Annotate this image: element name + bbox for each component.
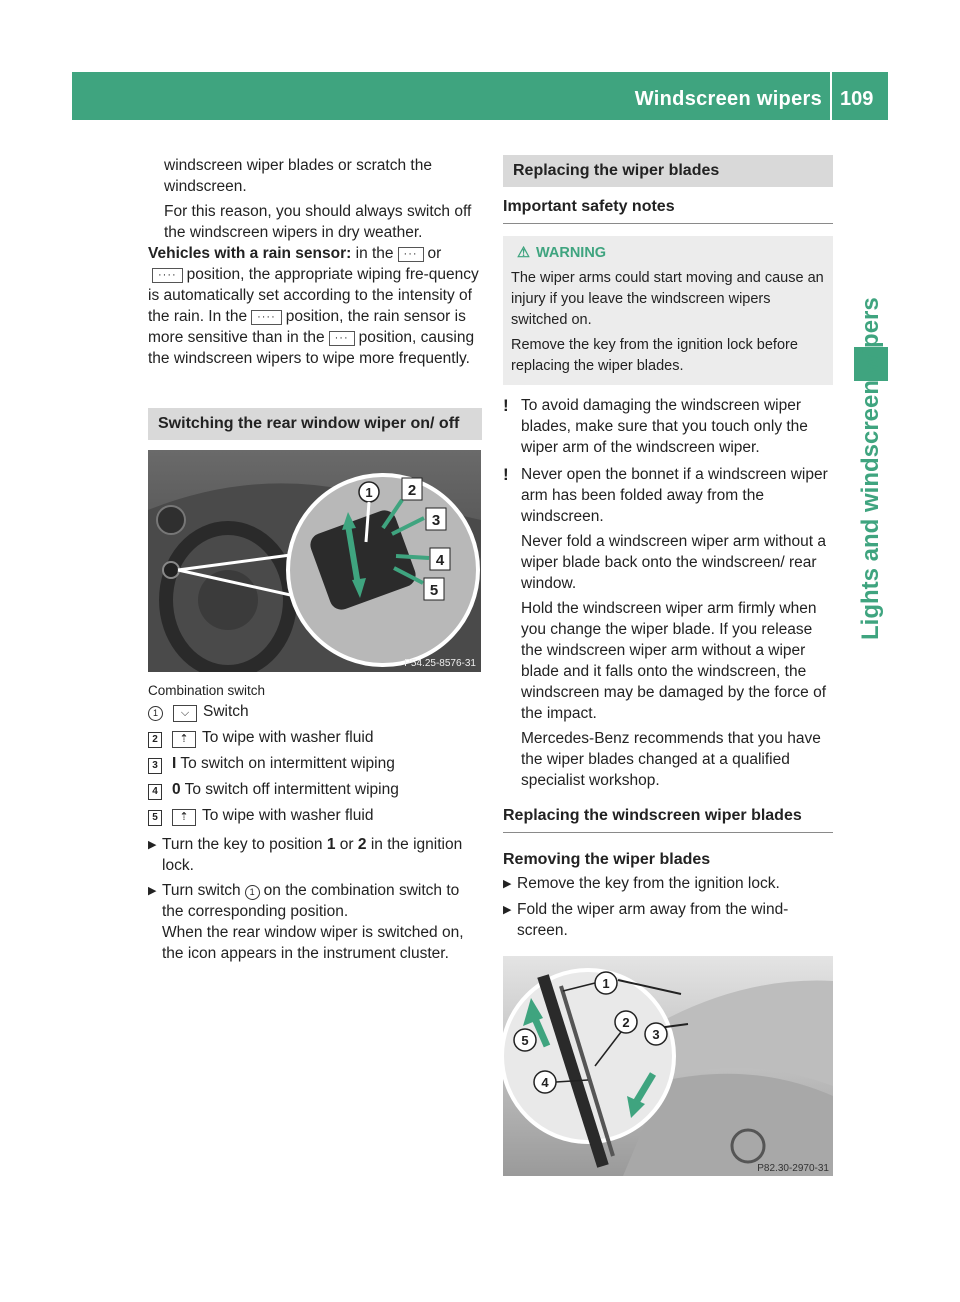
paragraph: For this reason, you should always switch off the windscreen wipers in dry weather. bbox=[164, 203, 472, 241]
figure-callout: 3 bbox=[652, 1027, 660, 1042]
note-item: ! Never open the bonnet if a windscreen wiper arm has been folded away from the windscreen. Never fold a windscreen wiper arm without a wiper blade back onto the windscreen/ rear window. Hold the windscreen wiper arm firmly when you change the wiper blade. If you release the windscreen wiper arm without a wiper blade and it falls onto the windscreen, the windscreen may be damaged by the force of the impact. Mercedes-Benz recommends that you have the wiper blades changed at a qualified specialist workshop. bbox=[503, 465, 828, 789]
wiper-position-3-icon: ··· bbox=[329, 331, 355, 346]
step-item: ▶ Remove the key from the ignition lock. bbox=[503, 873, 833, 895]
rain-sensor-paragraph: Vehicles with a rain sensor: in the ··· or ···· position, the appropriate wiping fre-quency is automatically set according to the intensity of the rain. In the ···· position, the rain sensor is more sensitive than in the ··· position, causing the windscreen wipers to wipe more frequently. bbox=[148, 245, 479, 367]
callout-number: 2 bbox=[148, 732, 162, 748]
section-heading: Switching the rear window wiper on/ off bbox=[148, 408, 482, 440]
paragraph: windscreen wiper blades or scratch the windscreen. bbox=[164, 157, 432, 195]
step-arrow-icon: ▶ bbox=[503, 904, 512, 916]
step-item: ▶ Turn the key to position 1 or 2 in the ignition lock. bbox=[148, 836, 463, 874]
callout-number: 4 bbox=[148, 784, 162, 800]
left-column bbox=[148, 155, 482, 964]
callout-number: 1 bbox=[148, 706, 163, 721]
wiper-position-4-icon: ···· bbox=[251, 310, 282, 325]
subsection-heading: Removing the wiper blades bbox=[503, 851, 711, 868]
section-heading: Replacing the wiper blades bbox=[503, 155, 833, 187]
step-item: ▶ Turn switch 1 on the combination switch to the corresponding position. When the rear window wiper is switched on, the icon appears in the instrument cluster. bbox=[148, 882, 464, 962]
figure-caption: Combination switch bbox=[148, 683, 266, 698]
step-arrow-icon: ▶ bbox=[148, 885, 157, 897]
header-divider bbox=[830, 72, 832, 120]
figure-callout: 5 bbox=[521, 1033, 529, 1048]
legend-item: 3 I To switch on intermittent wiping bbox=[148, 753, 482, 774]
wiper-position-4-icon: ···· bbox=[152, 268, 183, 283]
callout-number: 5 bbox=[148, 810, 162, 826]
washer-fluid-icon: ⇡ bbox=[172, 731, 196, 748]
right-column bbox=[503, 155, 833, 1176]
exclamation-icon: ! bbox=[503, 465, 509, 484]
figure-callout: 2 bbox=[622, 1015, 630, 1030]
page-title: Windscreen wipers bbox=[634, 88, 822, 110]
side-tab bbox=[857, 297, 884, 640]
page-number: 109 bbox=[840, 88, 874, 110]
wiper-blade-illustration bbox=[503, 956, 833, 1176]
legend-item: 5 ⇡ To wipe with washer fluid bbox=[148, 805, 482, 826]
figure-callout: 3 bbox=[431, 512, 441, 529]
step-arrow-icon: ▶ bbox=[148, 839, 157, 851]
washer-fluid-icon: ⇡ bbox=[172, 809, 196, 826]
step-item: ▶ Fold the wiper arm away from the wind-screen. bbox=[503, 901, 789, 939]
figure-code: P82.30-2970-31 bbox=[757, 1163, 829, 1174]
exclamation-icon: ! bbox=[503, 396, 509, 415]
figure-callout: 5 bbox=[429, 582, 439, 599]
combination-switch-figure bbox=[148, 450, 481, 672]
step-arrow-icon: ▶ bbox=[503, 878, 512, 890]
figure-callout: 4 bbox=[435, 552, 445, 569]
figure-callout: 2 bbox=[407, 482, 417, 499]
rear-wiper-icon: ⌵ bbox=[173, 705, 197, 722]
note-item: ! To avoid damaging the windscreen wiper blades, make sure that you touch only the wiper arm of the windscreen wiper. bbox=[503, 396, 808, 456]
wiper-blade-figure bbox=[503, 956, 833, 1176]
legend-item: 4 0 To switch off intermittent wiping bbox=[148, 779, 482, 800]
rain-sensor-label: Vehicles with a rain sensor: bbox=[148, 245, 352, 262]
callout-number: 3 bbox=[148, 758, 162, 774]
warning-triangle-icon: ⚠ bbox=[517, 245, 530, 261]
side-tab-label: Lights and windscreen wipers bbox=[857, 297, 884, 640]
warning-title: ⚠ WARNING bbox=[511, 243, 825, 264]
warning-box: ⚠ WARNING The wiper arms could start moving and cause an injury if you leave the windscreen wipers switched on. Remove the key from the ignition lock before replacing the wiper blades. bbox=[503, 236, 833, 385]
subsection-heading: Important safety notes bbox=[503, 196, 833, 224]
figure-callout: 1 bbox=[365, 485, 373, 500]
legend-item: 2 ⇡ To wipe with washer fluid bbox=[148, 727, 482, 748]
section-heading: Replacing the windscreen wiper blades bbox=[503, 805, 833, 833]
figure-callout: 1 bbox=[602, 976, 610, 991]
combination-switch-illustration bbox=[148, 450, 481, 672]
wiper-position-3-icon: ··· bbox=[398, 247, 424, 262]
legend-item: 1 ⌵ Switch bbox=[148, 701, 482, 722]
callout-number: 1 bbox=[245, 885, 260, 900]
figure-code: P54.25-8576-31 bbox=[404, 658, 476, 669]
figure-callout: 4 bbox=[541, 1075, 549, 1090]
